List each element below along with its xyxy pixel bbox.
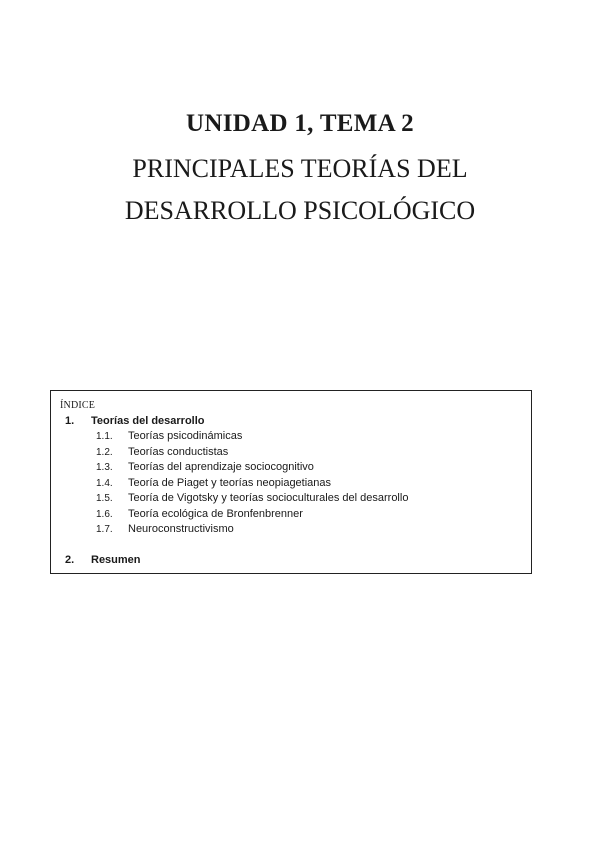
subsection-number: 1.1.: [96, 431, 113, 442]
subsection-label: Teoría de Vigotsky y teorías socioculturales del desarrollo: [128, 492, 409, 504]
subsection-label: Teorías conductistas: [128, 445, 229, 458]
index-section-2[interactable]: [65, 553, 141, 567]
index-subsection-1-3[interactable]: [96, 460, 408, 476]
subsection-number: 1.4.: [96, 477, 113, 489]
index-heading: ÍNDICE: [60, 400, 96, 411]
index-box: [50, 390, 532, 574]
index-section-1[interactable]: [65, 414, 205, 428]
index-subsection-1-6[interactable]: [96, 507, 408, 523]
subsection-label: Teoría de Piaget y teorías neopiagetianas: [128, 476, 332, 489]
subsection-label: Teorías psicodinámicas: [128, 430, 243, 442]
subsection-number: 1.6.: [96, 508, 113, 520]
subsection-list: [96, 429, 408, 538]
index-subsection-1-5[interactable]: [96, 491, 408, 507]
main-title-line-2: DESARROLLO PSICOLÓGICO: [124, 196, 476, 225]
index-subsection-1-4[interactable]: [96, 476, 408, 492]
subsection-number: 1.2.: [96, 446, 113, 458]
section-label: Resumen: [91, 554, 141, 566]
section-number: 1.: [65, 415, 75, 427]
subsection-label: Teorías del aprendizaje sociocognitivo: [128, 461, 314, 473]
title-block: [0, 104, 600, 232]
subsection-label: Neuroconstructivismo: [128, 523, 234, 535]
subsection-label: Teoría ecológica de Bronfenbrenner: [128, 507, 303, 520]
index-subsection-1-2[interactable]: [96, 445, 408, 461]
main-title-line-1: PRINCIPALES TEORÍAS DEL: [132, 154, 468, 183]
subsection-number: 1.5.: [96, 493, 113, 504]
subsection-number: 1.7.: [96, 524, 113, 535]
unit-title: UNIDAD 1, TEMA 2: [186, 110, 414, 137]
index-subsection-1-1[interactable]: [96, 429, 408, 445]
subsection-number: 1.3.: [96, 462, 113, 473]
main-title: [0, 148, 600, 232]
section-number: 2.: [65, 554, 75, 566]
section-label: Teorías del desarrollo: [91, 415, 205, 427]
index-subsection-1-7[interactable]: [96, 522, 408, 538]
